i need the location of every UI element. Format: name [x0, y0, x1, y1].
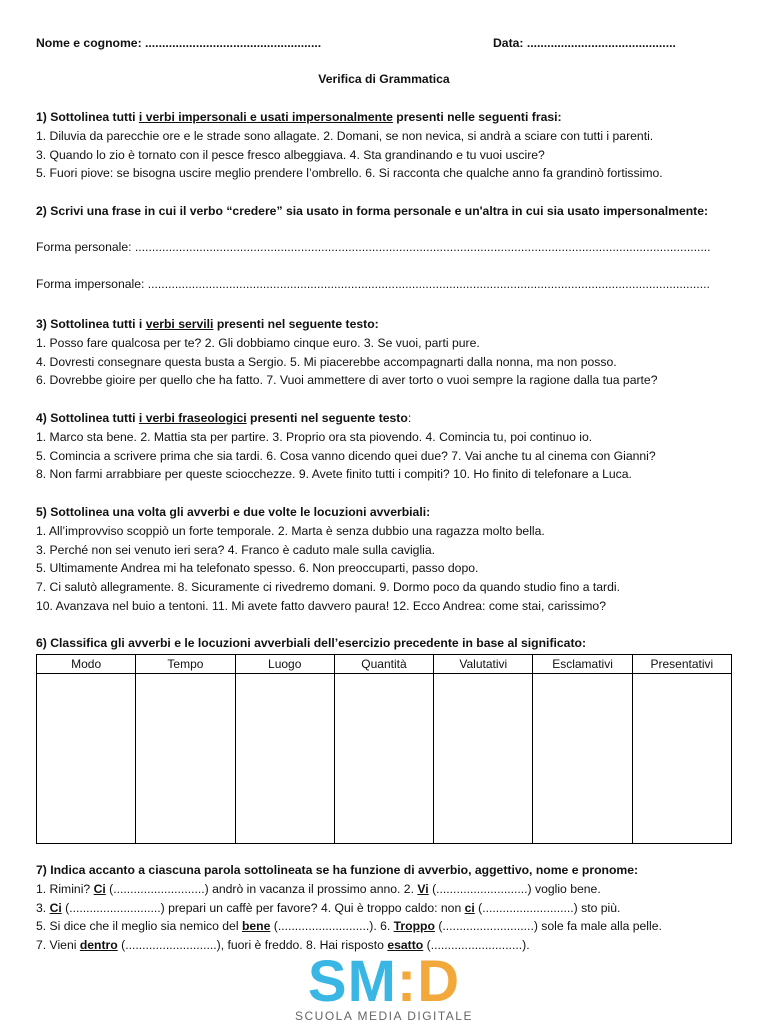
- underlined-word: dentro: [79, 938, 118, 953]
- sentence-line: 5. Ultimamente Andrea mi ha telefonato spesso. 6. Non preoccuparti, passo dopo.: [36, 561, 479, 576]
- sentence-line: 1. Posso fare qualcosa per te? 2. Gli dobbiamo cinque euro. 3. Se vuoi, parti pure.: [36, 336, 480, 350]
- column-header-presentativi: Presentativi: [632, 655, 731, 674]
- page-title: Verifica di Grammatica: [318, 72, 450, 86]
- underlined-topic: verbi servili: [145, 317, 214, 331]
- name-field-label: Nome e cognome: ....................................................: [36, 36, 322, 50]
- answer-cell[interactable]: [334, 674, 433, 844]
- column-header-valutativi: Valutativi: [434, 655, 533, 674]
- underlined-word: Ci: [49, 900, 62, 915]
- column-header-tempo: Tempo: [136, 655, 235, 674]
- exercise-6: [36, 634, 736, 653]
- answer-blank[interactable]: (...........................): [426, 938, 527, 953]
- sentence-line: 10. Avanzava nel buio a tentoni. 11. Mi avete fatto davvero paura! 12. Ecco Andrea: come stai, carissimo?: [36, 598, 606, 613]
- exercise-7: [36, 861, 736, 955]
- answer-blank[interactable]: (...........................): [432, 882, 532, 896]
- exercise-7-question: 7) Indica accanto a ciascuna parola sottolineata se ha funzione di avverbio, aggettivo, nome e pronome:: [36, 863, 639, 877]
- underlined-word: Troppo: [393, 919, 435, 934]
- exercise-5-question: 5) Sottolinea una volta gli avverbi e due volte le locuzioni avverbiali:: [36, 505, 431, 519]
- sentence-line: 1. All’improvviso scoppiò un forte temporale. 2. Marta è senza dubbio una ragazza molto bella.: [36, 524, 545, 538]
- answer-blank[interactable]: (...........................): [273, 919, 374, 934]
- sentence-line: 5. Si dice che il meglio sia nemico del bene (...........................). 6. Troppo (...........................) sole fa male alla pelle.: [36, 919, 662, 934]
- exercise-3-question: 3) Sottolinea tutti i verbi servili presenti nel seguente testo:: [36, 317, 379, 331]
- impersonal-form-answer-line[interactable]: Forma impersonale: ......................................................................................................................................................................: [36, 277, 710, 291]
- answer-blank[interactable]: (...........................): [109, 882, 209, 896]
- sentence-line: 1. Rimini? Ci (...........................) andrò in vacanza il prossimo anno. 2. Vi (...........................) voglio bene.: [36, 882, 601, 896]
- underlined-topic: i verbi impersonali e usati impersonalmente: [138, 110, 393, 124]
- answer-cell[interactable]: [37, 674, 136, 844]
- sentence-line: 5. Comincia a scrivere prima che sia tardi. 6. Cosa vanno dicendo quei due? 7. Vai anche tu al cinema con Gianni?: [36, 448, 656, 463]
- sentence-line: 1. Diluvia da parecchie ore e le strade sono allagate. 2. Domani, se non nevica, si andrà a sciare con tutti i parenti.: [36, 129, 654, 143]
- column-header-modo: Modo: [37, 655, 136, 674]
- underlined-word: bene: [241, 919, 271, 934]
- logo-subtitle: SCUOLA MEDIA DIGITALE: [295, 1009, 473, 1023]
- sentence-line: 3. Perché non sei venuto ieri sera? 4. Franco è caduto male sulla caviglia.: [36, 542, 436, 557]
- exercise-2: [36, 202, 736, 221]
- answer-blank[interactable]: (...........................): [438, 919, 538, 934]
- underlined-word: ci: [464, 900, 475, 915]
- sentence-line: 1. Marco sta bene. 2. Mattia sta per partire. 3. Proprio ora sta piovendo. 4. Comincia tu, poi continuo io.: [36, 430, 593, 444]
- smd-logo: [0, 949, 768, 1023]
- column-header-luogo: Luogo: [235, 655, 334, 674]
- exercise-5: [36, 503, 736, 616]
- answer-cell[interactable]: [632, 674, 731, 844]
- date-field-label: Data: ............................................: [493, 36, 676, 50]
- sentence-line: 7. Vieni dentro (...........................), fuori è freddo. 8. Hai risposto esatto (...........................).: [36, 938, 530, 953]
- column-header-esclamativi: Esclamativi: [533, 655, 632, 674]
- column-header-quantita: Quantità: [334, 655, 433, 674]
- sentence-line: 8. Non farmi arrabbiare per queste sciocchezze. 9. Avete finito tutti i compiti? 10. Ho finito di telefonare a Luca.: [36, 467, 632, 482]
- answer-blank[interactable]: (...........................): [478, 900, 578, 915]
- sentence-line: 7. Ci salutò allegramente. 8. Sicuramente ci rivedremo domani. 9. Dormo poco da quando studio fino a tardi.: [36, 580, 620, 595]
- answer-cell[interactable]: [235, 674, 334, 844]
- sentence-line: 3. Quando lo zio è tornato con il pesce fresco albeggiava. 4. Sta grandinando e tu vuoi uscire?: [36, 147, 545, 162]
- exercise-3: [36, 315, 736, 390]
- exercise-4: [36, 409, 736, 484]
- underlined-word: esatto: [387, 938, 424, 953]
- exercise-1-question: 1) Sottolinea tutti i verbi impersonali e usati impersonalmente presenti nelle seguenti frasi:: [36, 110, 562, 124]
- answer-blank[interactable]: (...........................): [121, 938, 221, 953]
- sentence-line: 5. Fuori piove: se bisogna uscire meglio prendere l’ombrello. 6. Si racconta che qualche anno fa grandinò fortissimo.: [36, 166, 663, 181]
- sentence-line: 6. Dovrebbe gioire per quello che ha fatto. 7. Vuoi ammettere di aver torto o vuoi sempre la ragione dalla tua parte?: [36, 373, 658, 388]
- answer-cell[interactable]: [136, 674, 235, 844]
- sentence-line: 4. Dovresti consegnare questa busta a Sergio. 5. Mi piacerebbe accompagnarti dalla nonna, ma non posso.: [36, 354, 617, 369]
- answer-cell[interactable]: [434, 674, 533, 844]
- classification-table: [36, 654, 732, 844]
- exercise-1: [36, 108, 736, 183]
- answer-blank[interactable]: (...........................): [65, 900, 165, 915]
- underlined-word: Vi: [417, 882, 429, 896]
- underlined-topic: i verbi fraseologici: [138, 411, 247, 425]
- exercise-2-question: 2) Scrivi una frase in cui il verbo “credere” sia usato in forma personale e un'altra in cui sia usato impersonalmente:: [36, 204, 709, 218]
- sentence-line: 3. Ci (...........................) prepari un caffè per favore? 4. Qui è troppo caldo: non ci (...........................) sto più.: [36, 900, 621, 915]
- exercise-6-question: 6) Classifica gli avverbi e le locuzioni avverbiali dell’esercizio precedente in base al significato:: [36, 636, 587, 650]
- exercise-4-question: 4) Sottolinea tutti i verbi fraseologici presenti nel seguente testo:: [36, 411, 412, 425]
- personal-form-answer-line[interactable]: Forma personale: ..........................................................................................................................................................................: [36, 240, 711, 254]
- answer-cell[interactable]: [533, 674, 632, 844]
- logo-mark: SM:D: [307, 949, 461, 1014]
- underlined-word: Ci: [93, 882, 106, 896]
